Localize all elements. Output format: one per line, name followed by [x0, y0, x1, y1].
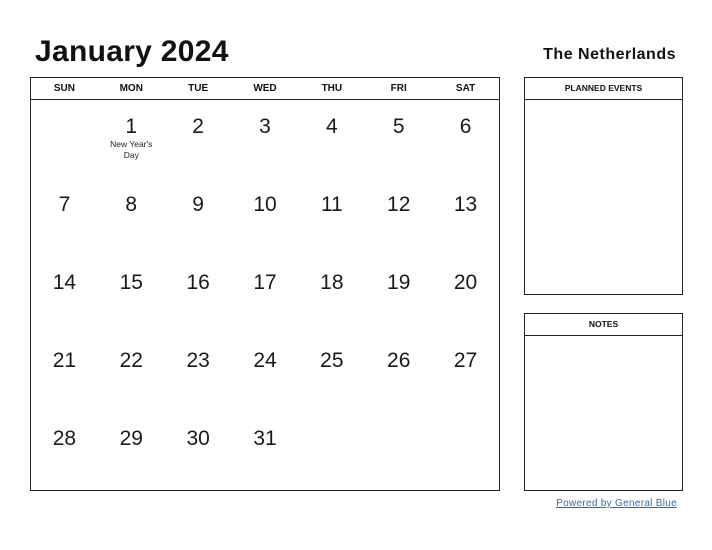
day-cell — [298, 334, 365, 412]
weekday-fri: FRI — [390, 83, 407, 94]
day-cell — [31, 334, 98, 412]
day-cell — [232, 256, 299, 334]
day-number: 26 — [387, 349, 411, 372]
day-cell — [232, 100, 299, 178]
day-cell — [232, 412, 299, 490]
day-number: 6 — [459, 115, 472, 138]
notes-panel — [524, 313, 683, 491]
day-cell — [365, 412, 432, 490]
day-cell — [432, 178, 499, 256]
day-cell — [31, 412, 98, 490]
day-number: 4 — [326, 115, 338, 138]
day-cell — [298, 100, 365, 178]
day-cell — [432, 100, 499, 178]
day-cell — [31, 256, 98, 334]
day-number: 29 — [119, 427, 143, 450]
day-cell — [165, 334, 232, 412]
day-number: 16 — [186, 271, 210, 294]
day-cell — [365, 334, 432, 412]
day-cell — [298, 412, 365, 490]
day-cell — [98, 334, 165, 412]
holiday-label: New Year's Day — [110, 139, 153, 160]
calendar-weeks — [31, 100, 499, 490]
day-number: 5 — [392, 115, 405, 138]
weekday-mon: MON — [119, 83, 143, 94]
day-number: 11 — [320, 193, 343, 216]
day-number: 2 — [192, 115, 204, 138]
day-number — [432, 412, 499, 427]
weekday-wed: WED — [253, 83, 277, 94]
calendar-grid — [30, 77, 500, 491]
page-title: January 2024 — [35, 35, 229, 68]
weekday-tue: TUE — [188, 83, 209, 94]
day-number — [298, 412, 365, 427]
day-number: 21 — [52, 349, 77, 372]
day-number: 30 — [186, 427, 210, 450]
day-number: 15 — [119, 271, 143, 294]
weekday-header-row — [31, 78, 499, 100]
day-number: 23 — [186, 349, 210, 372]
day-number: 28 — [52, 427, 77, 450]
weekday-sun: SUN — [53, 83, 75, 94]
day-number: 27 — [453, 349, 478, 372]
country-label: The Netherlands — [543, 46, 676, 63]
day-number: 25 — [320, 349, 344, 372]
day-number: 17 — [253, 271, 277, 294]
day-number: 14 — [52, 271, 77, 294]
day-cell — [98, 100, 165, 178]
notes-heading: NOTES — [525, 314, 682, 336]
day-number: 10 — [253, 193, 277, 216]
day-cell — [98, 412, 165, 490]
day-number: 9 — [192, 193, 204, 216]
planned-events-panel — [524, 77, 683, 295]
day-number — [31, 100, 98, 115]
day-number: 31 — [253, 427, 277, 450]
powered-by-link[interactable]: Powered by General Blue — [556, 498, 677, 509]
day-cell — [31, 178, 98, 256]
day-cell — [165, 100, 232, 178]
day-number: 13 — [453, 193, 478, 216]
day-cell — [165, 412, 232, 490]
day-cell — [365, 178, 432, 256]
day-cell — [432, 256, 499, 334]
day-cell — [31, 100, 98, 178]
day-number: 18 — [320, 271, 344, 294]
day-cell — [298, 178, 365, 256]
planned-events-heading: PLANNED EVENTS — [525, 78, 682, 100]
day-cell — [365, 256, 432, 334]
day-cell — [432, 334, 499, 412]
day-number: 12 — [387, 193, 411, 216]
day-number: 8 — [125, 193, 138, 216]
day-cell — [98, 256, 165, 334]
day-cell — [365, 100, 432, 178]
day-cell — [432, 412, 499, 490]
day-number: 20 — [453, 271, 478, 294]
day-cell — [232, 178, 299, 256]
day-cell — [165, 178, 232, 256]
weekday-thu: THU — [321, 83, 343, 94]
day-number: 19 — [387, 271, 411, 294]
day-number — [365, 412, 432, 427]
day-cell — [232, 334, 299, 412]
day-number: 22 — [119, 349, 143, 372]
day-number: 1 — [125, 115, 138, 138]
day-cell — [298, 256, 365, 334]
day-cell — [98, 178, 165, 256]
day-cell — [165, 256, 232, 334]
day-number: 3 — [259, 115, 271, 138]
day-number: 7 — [58, 193, 71, 216]
day-number: 24 — [253, 349, 277, 372]
weekday-sat: SAT — [455, 83, 476, 94]
